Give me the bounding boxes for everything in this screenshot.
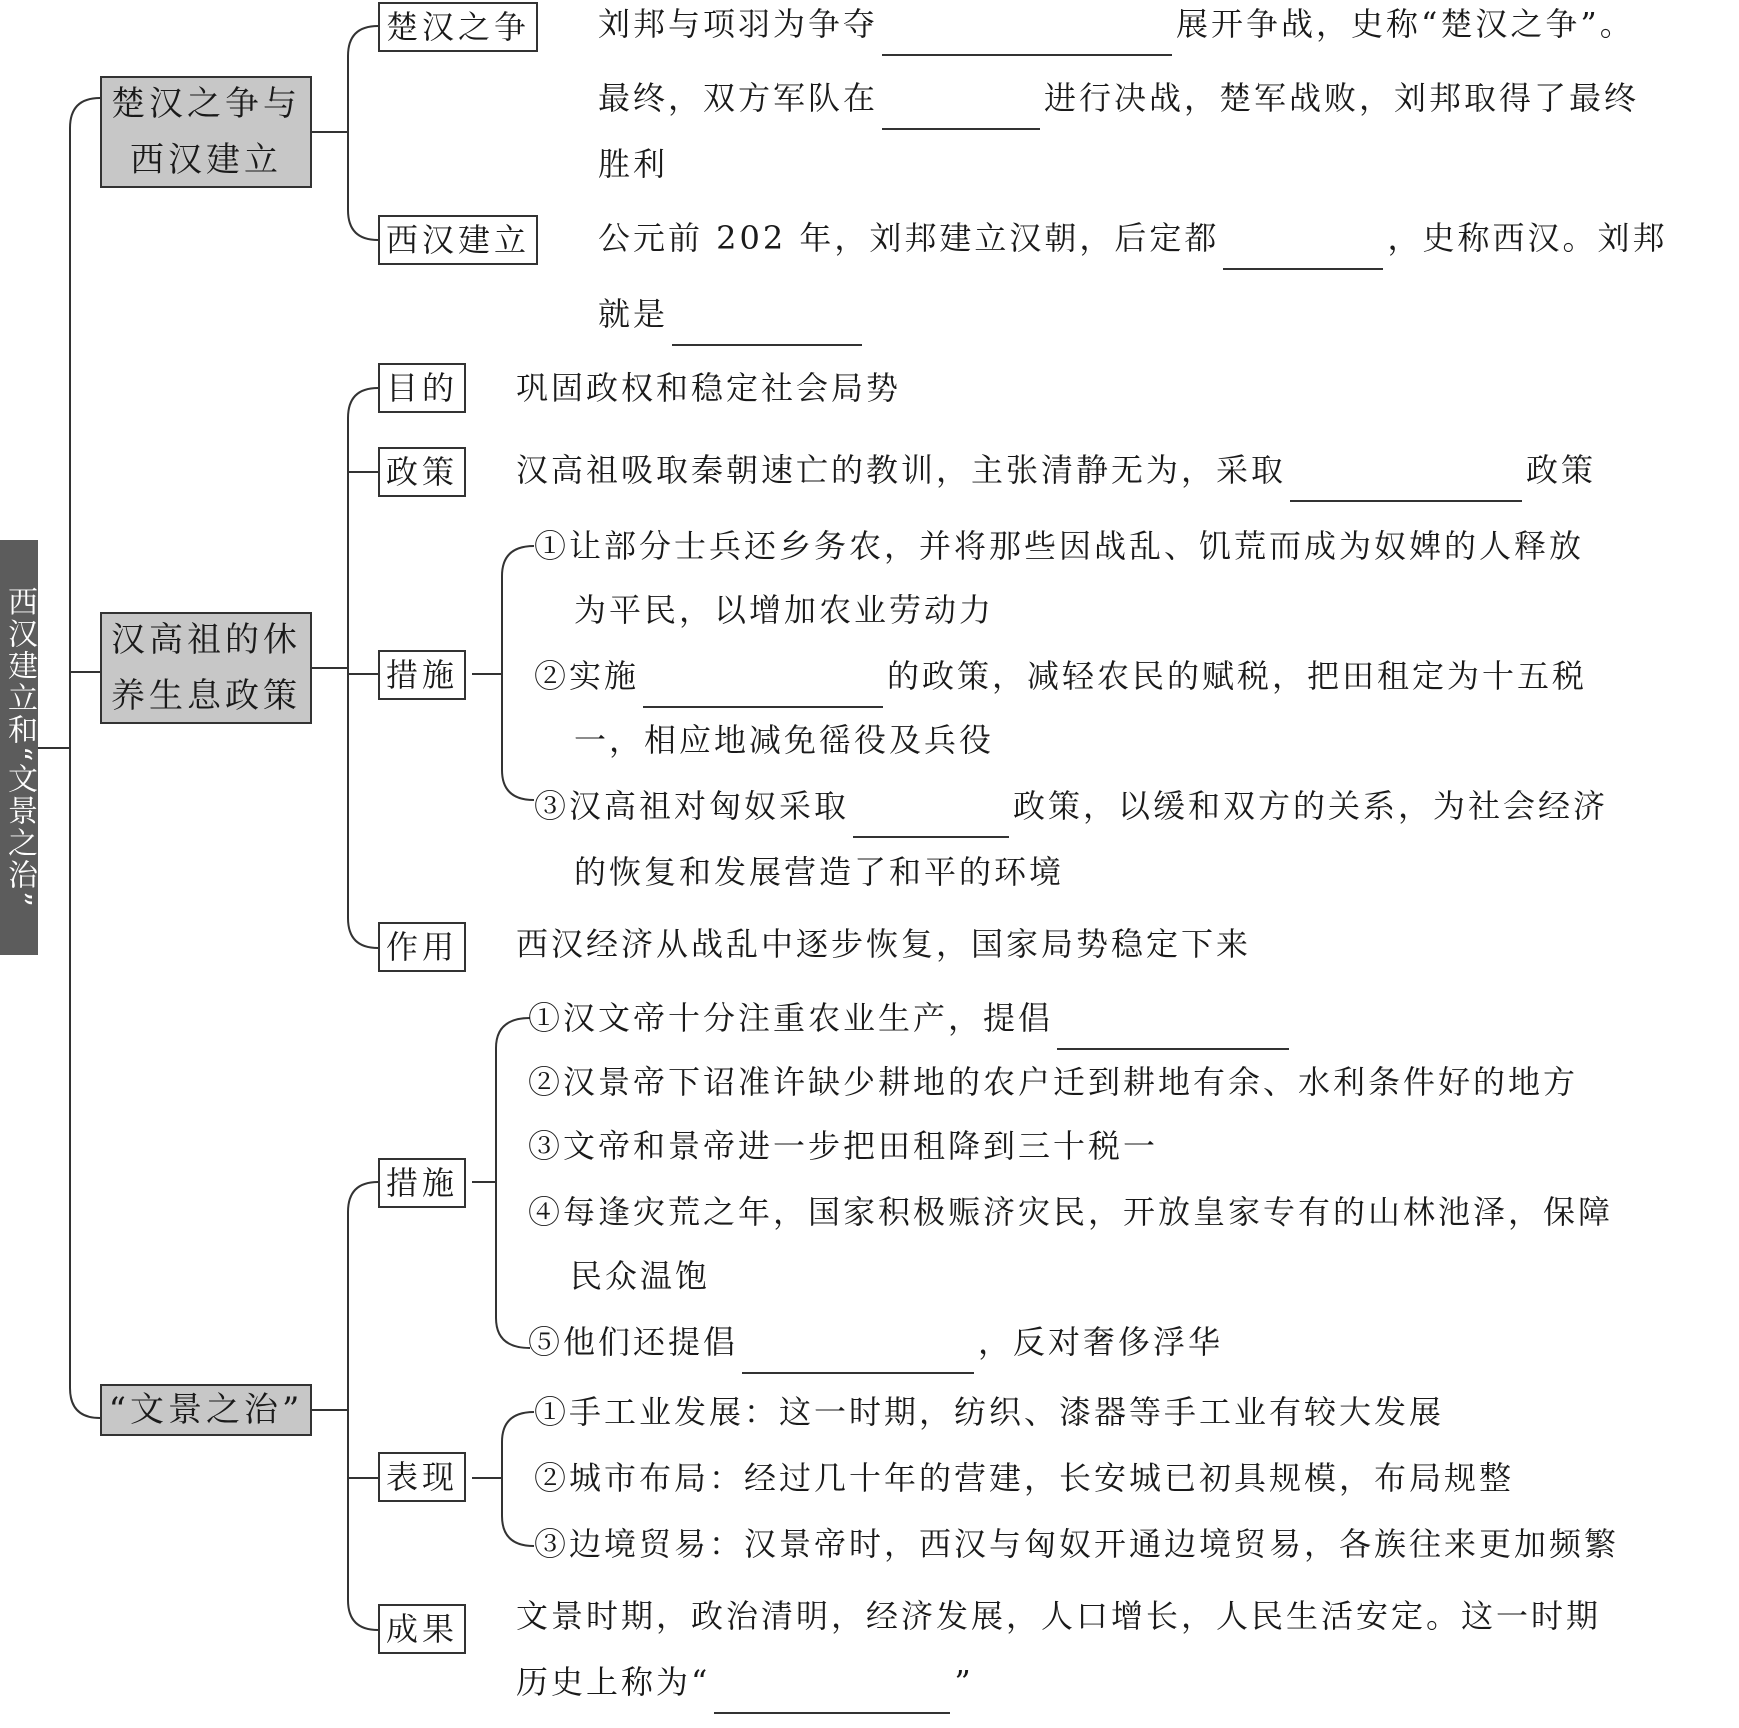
fill-blank[interactable]: [853, 792, 1009, 838]
fill-blank[interactable]: [714, 1668, 950, 1714]
text-segment: 政策: [1526, 451, 1597, 489]
effect-text: 西汉经济从战乱中逐步恢复，国家局势稳定下来: [516, 925, 1252, 963]
fill-blank[interactable]: [672, 300, 862, 346]
chuhan-text-line1: [598, 0, 1635, 56]
text-segment: 展开争战，史称“楚汉之争”。: [1176, 5, 1635, 43]
text-segment: ①汉文帝十分注重农业生产，提倡: [528, 999, 1054, 1037]
wenjing-measure-2: ②汉景帝下诏准许缺少耕地的农户迁到耕地有余、水利条件好的地方: [528, 1063, 1579, 1101]
leaf-wenjing-measures: 措施: [378, 1158, 466, 1208]
wenjing-measure-3: ③文帝和景帝进一步把田租降到三十税一: [528, 1127, 1159, 1165]
wenjing-measure-5: [528, 1310, 1223, 1374]
text-segment: ”: [954, 1663, 974, 1701]
text-segment: 就是: [598, 295, 669, 333]
text-segment: ，史称西汉。刘邦: [1387, 219, 1668, 257]
section-title-line: 楚汉之争与: [111, 84, 301, 124]
leaf-policy: 政策: [378, 447, 466, 497]
fill-blank[interactable]: [1223, 224, 1383, 270]
section-gaozu-title: [100, 612, 312, 724]
leaf-chuhan-war: 楚汉之争: [378, 2, 538, 52]
wenjing-measure-4-line2: 民众温饱: [570, 1257, 711, 1295]
wenjing-measure-1: [528, 986, 1293, 1050]
result-text-line2: [516, 1650, 974, 1714]
text-segment: ②实施: [534, 657, 640, 695]
text-segment: ⑤他们还提倡: [528, 1323, 739, 1361]
section-title-line: 汉高祖的休: [111, 620, 301, 660]
section-wenjing-title: “文景之治”: [100, 1384, 312, 1436]
fill-blank[interactable]: [742, 1328, 974, 1374]
wenjing-show-2: ②城市布局：经过几十年的营建，长安城已初具规模，布局规整: [534, 1459, 1515, 1497]
leaf-measures: 措施: [378, 650, 466, 700]
wenjing-show-3: ③边境贸易：汉景帝时，西汉与匈奴开通边境贸易，各族往来更加频繁: [534, 1525, 1620, 1563]
policy-text: [516, 438, 1596, 502]
section-title-line: 西汉建立: [130, 140, 282, 180]
section-title-line: 养生息政策: [111, 676, 301, 716]
xihan-text-line1: [598, 206, 1667, 270]
text-segment: ，反对奢侈浮华: [978, 1323, 1224, 1361]
text-segment: 历史上称为“: [516, 1663, 711, 1701]
text-segment: 政策，以缓和双方的关系，为社会经济: [1013, 787, 1609, 825]
gaozu-measure-2-line1: [534, 644, 1587, 708]
result-text-line1: 文景时期，政治清明，经济发展，人口增长，人民生活安定。这一时期: [516, 1597, 1602, 1635]
section-chuhan-title: [100, 76, 312, 188]
text-segment: 汉高祖吸取秦朝速亡的教训，主张清静无为，采取: [516, 451, 1287, 489]
wenjing-show-1: ①手工业发展：这一时期，纺织、漆器等手工业有较大发展: [534, 1393, 1445, 1431]
text-segment: 最终，双方军队在: [598, 79, 879, 117]
text-segment: ③汉高祖对匈奴采取: [534, 787, 850, 825]
fill-blank[interactable]: [1057, 1004, 1289, 1050]
gaozu-measure-3-line1: [534, 774, 1608, 838]
gaozu-measure-2-line2: 一，相应地减免徭役及兵役: [574, 721, 995, 759]
goal-text: 巩固政权和稳定社会局势: [516, 369, 902, 407]
gaozu-measure-1-line2: 为平民，以增加农业劳动力: [574, 591, 995, 629]
root-title: 西汉建立和“文景之治”: [0, 540, 38, 955]
gaozu-measure-1-line1: ①让部分士兵还乡务农，并将那些因战乱、饥荒而成为奴婢的人释放: [534, 527, 1585, 565]
chuhan-text-line3: 胜利: [598, 145, 669, 183]
fill-blank[interactable]: [882, 84, 1040, 130]
text-segment: 进行决战，楚军战败，刘邦取得了最终: [1044, 79, 1640, 117]
text-segment: 刘邦与项羽为争夺: [598, 5, 879, 43]
xihan-text-line2: [598, 282, 866, 346]
text-segment: 的政策，减轻农民的赋税，把田租定为十五税: [887, 657, 1588, 695]
leaf-xihan-founding: 西汉建立: [378, 215, 538, 265]
leaf-effect: 作用: [378, 922, 466, 972]
wenjing-measure-4-line1: ④每逢灾荒之年，国家积极赈济灾民，开放皇家专有的山林池泽，保障: [528, 1193, 1614, 1231]
gaozu-measure-3-line2: 的恢复和发展营造了和平的环境: [574, 853, 1065, 891]
chuhan-text-line2: [598, 66, 1639, 130]
leaf-goal: 目的: [378, 363, 466, 413]
fill-blank[interactable]: [882, 10, 1172, 56]
fill-blank[interactable]: [643, 662, 883, 708]
leaf-show: 表现: [378, 1452, 466, 1502]
leaf-result: 成果: [378, 1604, 466, 1654]
fill-blank[interactable]: [1290, 456, 1522, 502]
text-segment: 公元前 202 年，刘邦建立汉朝，后定都: [598, 219, 1220, 257]
